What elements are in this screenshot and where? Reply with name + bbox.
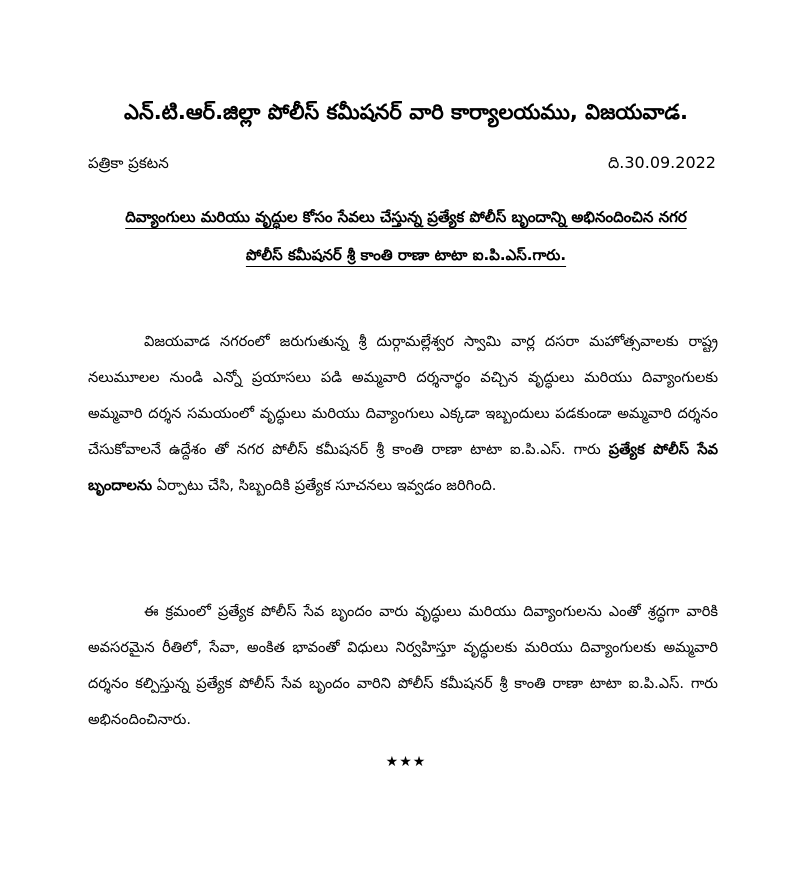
paragraph-1-text-end: ఏర్పాటు చేసి, సిబ్బందికి ప్రత్యేక సూచనలు ఇవ్వడం జరిగింది. (152, 477, 497, 494)
press-release-label: పత్రికా ప్రకటన (88, 154, 169, 172)
end-marks: ★★★ (385, 754, 427, 770)
paragraph-1 (88, 324, 718, 504)
paragraph-2 (88, 594, 718, 738)
paragraph-2-text: ఈ క్రమంలో ప్రత్యేక పోలీస్ సేవ బృందం వారు వృద్ధులు మరియు దివ్యాంగులను ఎంతో శ్రద్ధగా వారికి అవసరమైన రీతిలో, సేవా, అంకిత భావంతో విధులు నిర్వహిస్తూ వృద్ధులకు మరియు దివ్యాంగులకు అమ్మవారి దర్శనం కల్పిస్తున్న ప్రత్యేక పోలీస్ సేవ బృందం వారిని పోలీస్ కమీషనర్ శ్రీ కాంతి రాణా టాటా ఐ.పి.ఎస్. గారు అభినందించినారు. (88, 603, 718, 728)
release-date: ది.30.09.2022 (608, 153, 716, 172)
subject-line-1: దివ్యాంగులు మరియు వృద్ధుల కోసం సేవలు చేస్తున్న ప్రత్యేక పోలీస్ బృందాన్ని అభినందించిన నగర (125, 208, 687, 226)
subject-block (86, 198, 726, 274)
paragraph-1-text-start: విజయవాడ నగరంలో జరుగుతున్న శ్రీ దుర్గామల్లేశ్వర స్వామి వార్ల దసరా మహోత్సవాలకు రాష్ట్ర నలుమూలల నుండి ఎన్నో ప్రయాసలు పడి అమ్మవారి దర్శనార్థం వచ్చిన వృద్ధులు మరియు దివ్యాంగులకు అమ్మవారి దర్శన సమయంలో వృద్ధులు మరియు దివ్యాంగులు ఎక్కడా ఇబ్బందులు పడకుండా అమ్మవారి దర్శనం చేసుకోవాలనే ఉద్దేశం తో నగర పోలీస్ కమీషనర్ శ్రీ కాంతి రాణా టాటా ఐ.పి.ఎస్. గారు (88, 333, 718, 458)
paragraph-1-bold-text: ప్రత్యేక పోలీస్ సేవ బృందాలను (88, 441, 718, 494)
office-heading: ఎన్.టి.ఆర్.జిల్లా పోలీస్ కమీషనర్ వారి కార్యాలయము, విజయవాడ. (124, 100, 688, 124)
subject-line-2: పోలీస్ కమీషనర్ శ్రీ కాంతి రాణా టాటా ఐ.పి.ఎస్.గారు. (245, 246, 567, 264)
